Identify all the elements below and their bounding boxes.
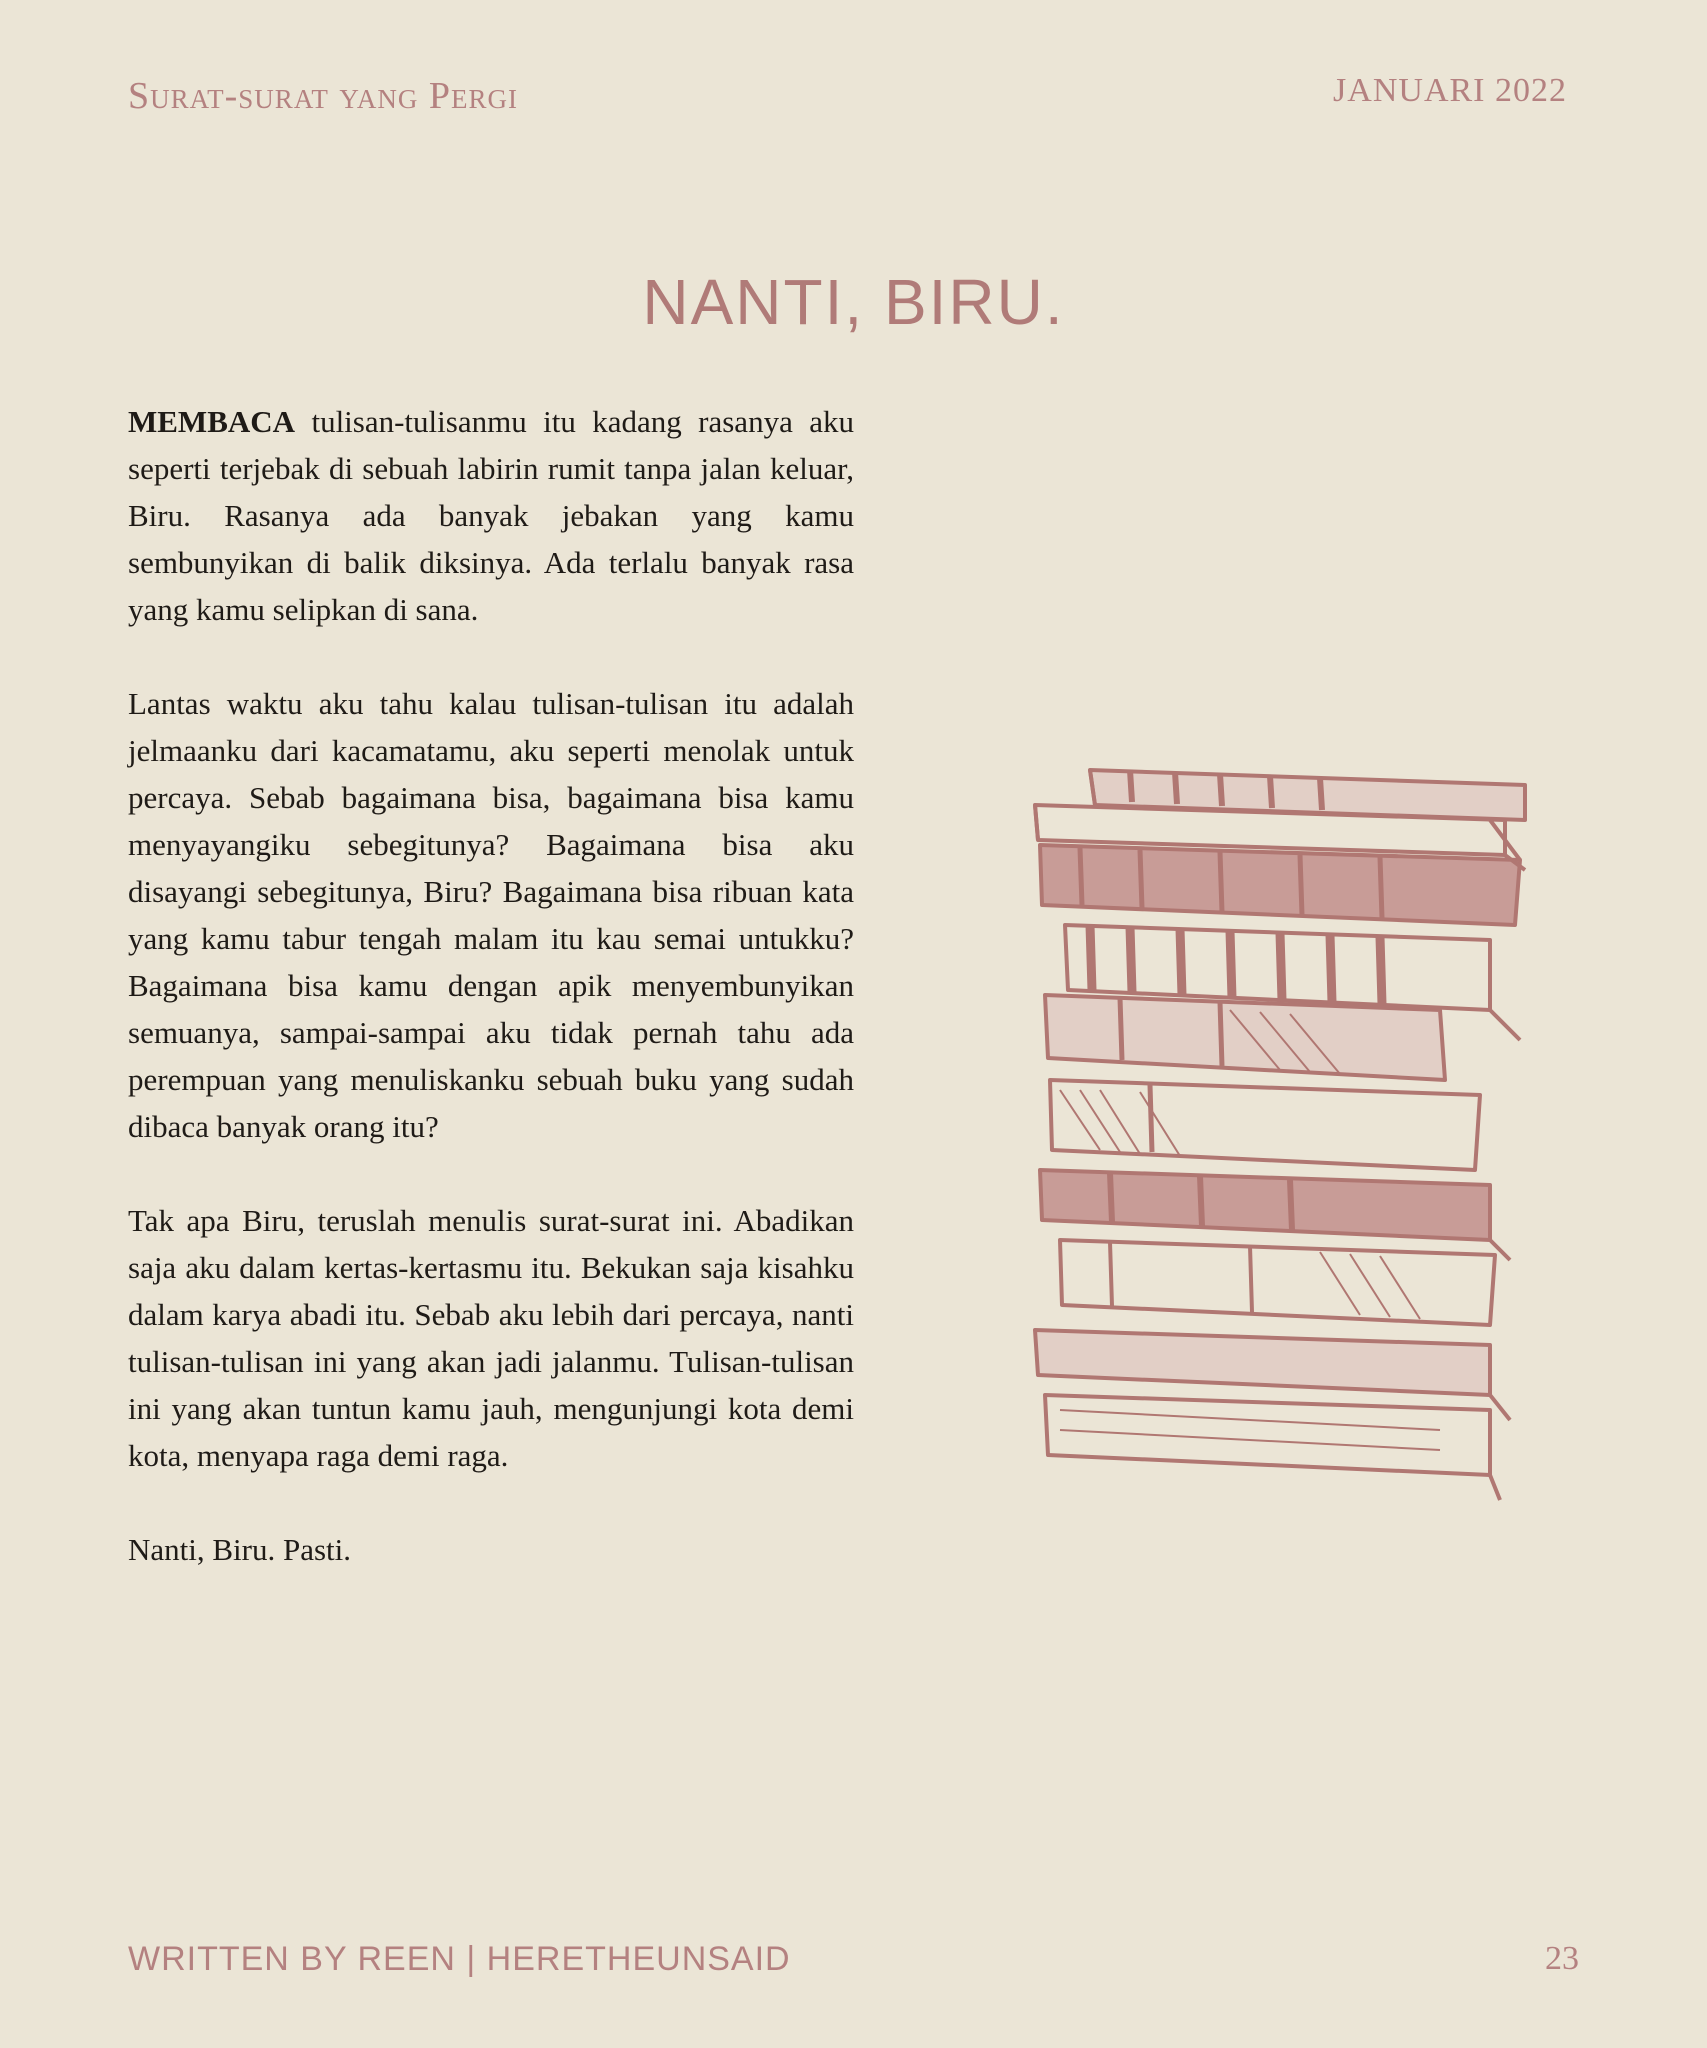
page-number: 23 (1545, 1940, 1579, 1977)
paragraph-3: Tak apa Biru, teruslah menulis surat-surat ini. Abadikan saja aku dalam kertas-kertasmu itu. Bekukan saja kisahku dalam karya abadi itu. Sebab aku lebih dari percaya, nanti tulisan-tulisan ini yang akan jadi jalanmu. Tulisan-tulisan ini yang akan tuntun kamu jauh, mengunjungi kota demi kota, menyapa raga demi raga. (128, 1203, 854, 1473)
paragraph-4: Nanti, Biru. Pasti. (128, 1532, 352, 1567)
article-body (128, 398, 854, 1573)
paragraph-2: Lantas waktu aku tahu kalau tulisan-tulisan itu adalah jelmaanku dari kacamatamu, aku seperti menolak untuk percaya. Sebab bagaimana bisa, bagaimana bisa kamu menyayangiku sebegitunya? Bagaimana bisa aku disayangi sebegitunya, Biru? Bagaimana bisa ribuan kata yang kamu tabur tengah malam itu kau semai untukku? Bagaimana bisa kamu dengan apik menyembunyikan semuanya, sampai-sampai aku tidak pernah tahu ada perempuan yang menuliskanku sebuah buku yang sudah dibaca banyak orang itu? (128, 686, 854, 1144)
stacked-books-icon (1020, 740, 1560, 1530)
lead-word: MEMBACA (128, 404, 296, 439)
publication-title: Surat-surat yang Pergi (128, 75, 518, 117)
author-credit: WRITTEN BY REEN | HERETHEUNSAID (128, 1940, 791, 1978)
page-title: NANTI, BIRU. (642, 265, 1065, 338)
paragraph-1 (128, 398, 854, 633)
paragraph-1-text: tulisan-tulisanmu itu kadang rasanya aku seperti terjebak di sebuah labirin rumit tanpa jalan keluar, Biru. Rasanya ada banyak jebakan yang kamu sembunyikan di balik diksinya. Ada terlalu banyak rasa yang kamu selipkan di sana. (128, 404, 854, 627)
issue-date: JANUARI 2022 (1333, 72, 1567, 109)
